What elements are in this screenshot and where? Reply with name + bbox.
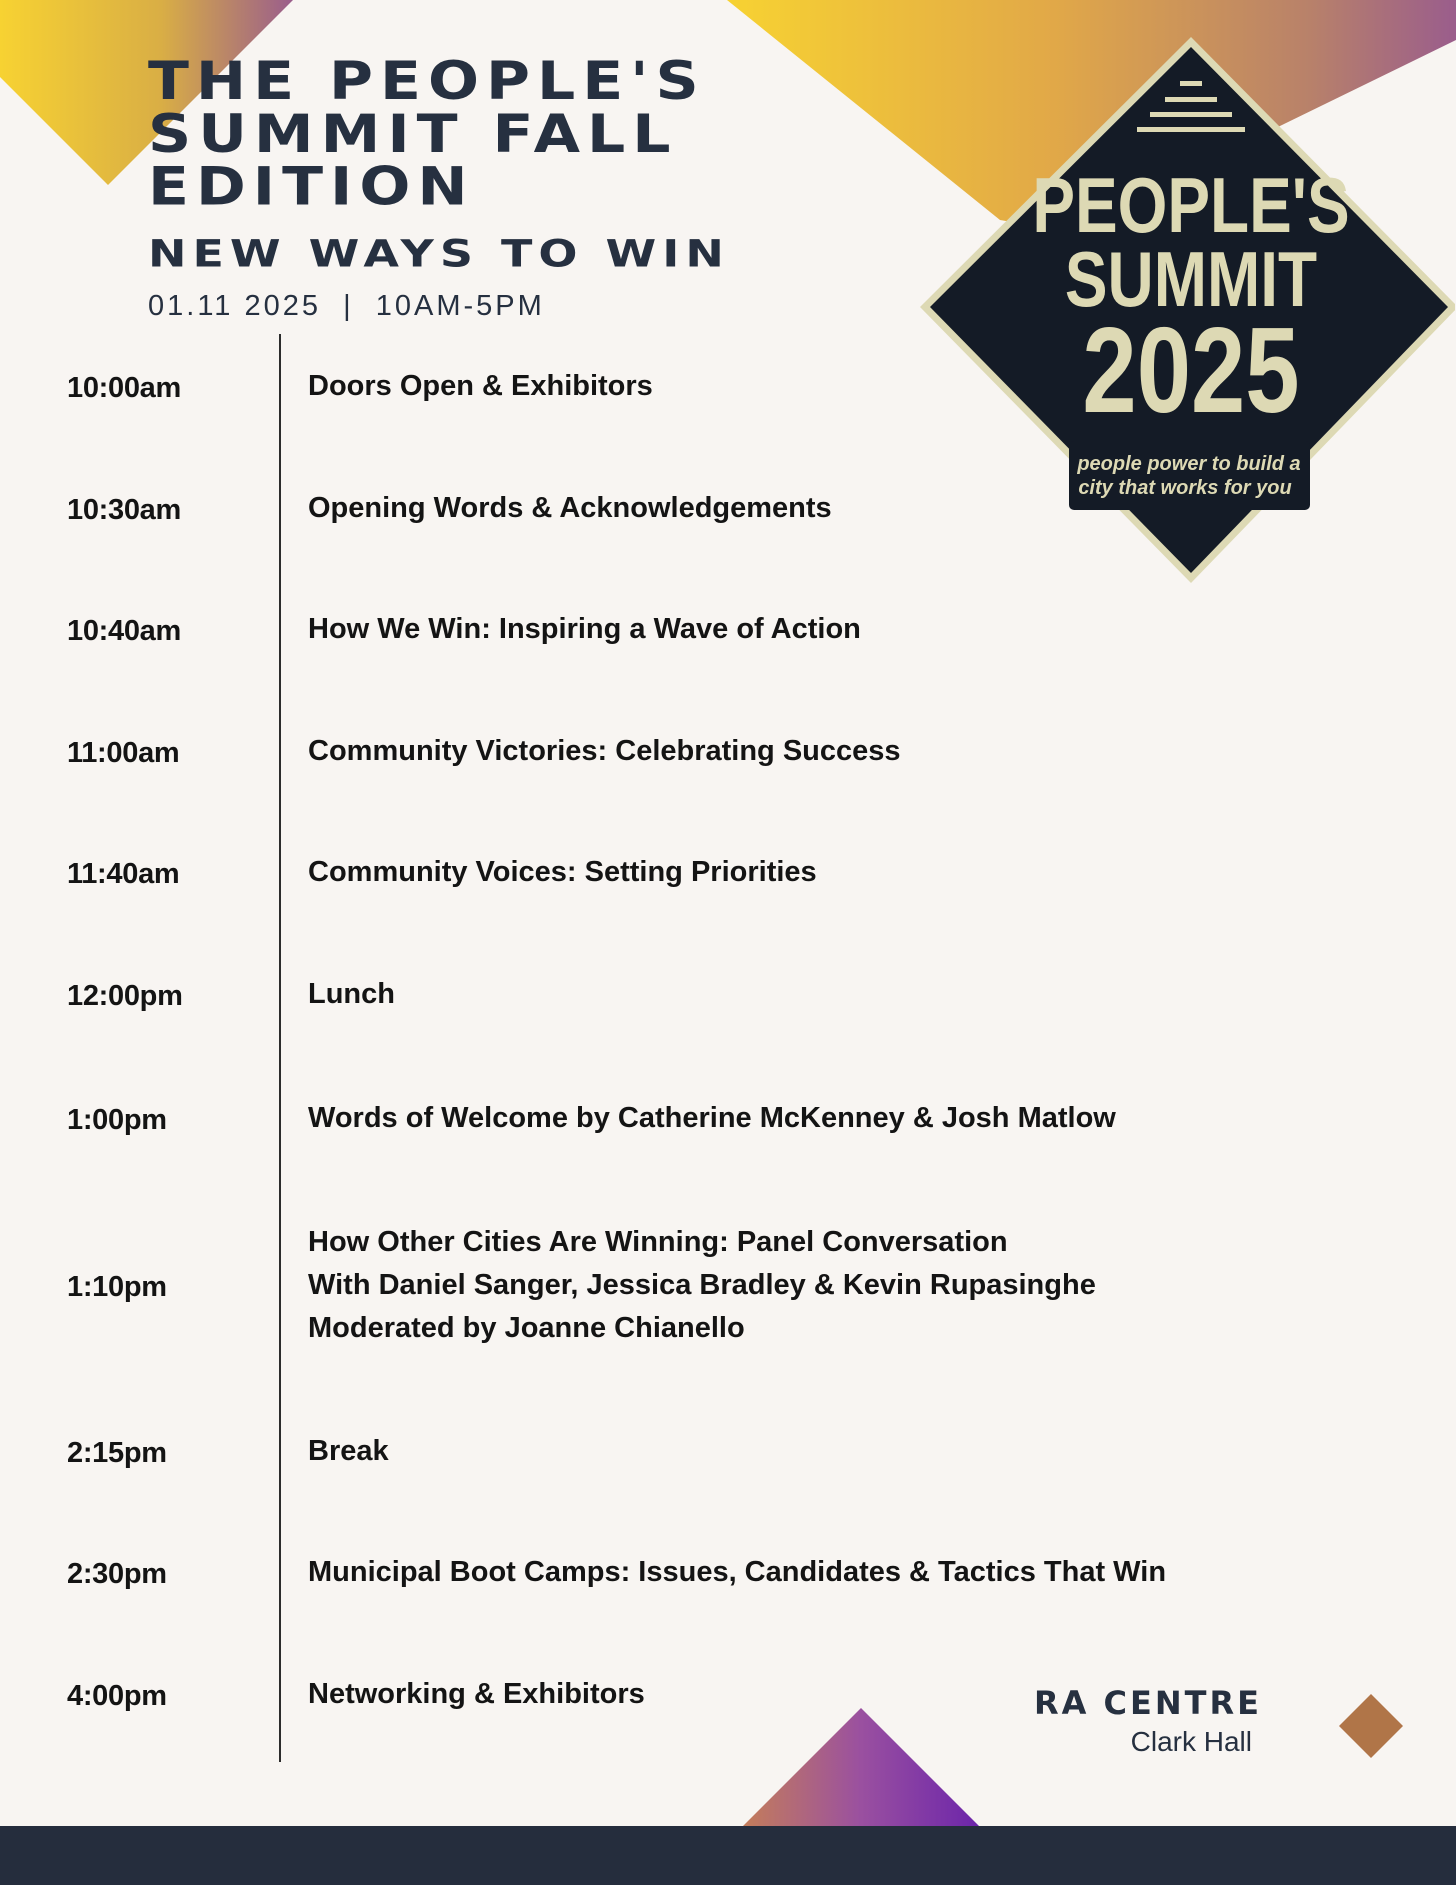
event-line: Doors Open & Exhibitors [308, 370, 653, 402]
schedule-time: 11:40am [67, 858, 180, 890]
title-line: SUMMIT FALL [148, 103, 678, 165]
schedule-event [308, 365, 653, 408]
small-diamond [1339, 1694, 1403, 1758]
event-line: Break [308, 1435, 389, 1467]
schedule-event [308, 1097, 1116, 1140]
event-line: With Daniel Sanger, Jessica Bradley & Kevin Rupasinghe [308, 1269, 1096, 1301]
logo-line1: PEOPLE'S [1032, 162, 1350, 250]
title-line: THE PEOPLE'S [148, 50, 706, 113]
schedule-event [308, 608, 861, 651]
schedule-time: 1:00pm [67, 1104, 167, 1136]
schedule-time: 2:30pm [67, 1558, 167, 1590]
schedule-time: 10:00am [67, 372, 181, 404]
venue-name: RA CENTRE [1034, 1684, 1262, 1722]
event-line: Moderated by Joanne Chianello [308, 1312, 745, 1344]
logo-year: 2025 [1082, 302, 1300, 439]
footer-bar [0, 1826, 1456, 1885]
schedule-time: 11:00am [67, 737, 180, 769]
schedule-event [308, 851, 817, 894]
schedule-event [308, 487, 832, 530]
venue [1026, 1684, 1262, 1758]
schedule-event [308, 1430, 389, 1473]
venue-room: Clark Hall [1130, 1726, 1252, 1757]
schedule-event [308, 973, 395, 1016]
event-date-time: 01.11 2025 | 10AM-5PM [148, 290, 545, 322]
bottom-triangle [743, 1708, 979, 1826]
logo-tagline-box [1069, 441, 1310, 510]
schedule-time: 4:00pm [67, 1680, 167, 1712]
event-line: Networking & Exhibitors [308, 1678, 645, 1710]
header [148, 50, 706, 235]
event-line: Words of Welcome by Catherine McKenney & Josh Matlow [308, 1102, 1116, 1134]
schedule-time: 10:40am [67, 615, 181, 647]
logo-stripe [1150, 112, 1232, 117]
schedule-event [308, 1673, 645, 1716]
schedule-time: 1:10pm [67, 1271, 167, 1303]
event-line: How Other Cities Are Winning: Panel Conversation [308, 1226, 1008, 1258]
summit-logo [915, 34, 1455, 584]
logo-tagline: people power to build a [1077, 453, 1301, 475]
schedule-time: 2:15pm [67, 1437, 167, 1469]
schedule-time: 12:00pm [67, 980, 183, 1012]
event-title [148, 50, 706, 218]
logo-tagline: city that works for you [1078, 477, 1292, 499]
schedule-time: 10:30am [67, 494, 181, 526]
event-line: How We Win: Inspiring a Wave of Action [308, 613, 861, 645]
event-line: Community Victories: Celebrating Success [308, 735, 901, 767]
schedule-event [308, 730, 901, 773]
event-line: Lunch [308, 978, 395, 1010]
logo-stripe [1137, 127, 1245, 132]
event-subtitle: NEW WAYS TO WIN [148, 231, 730, 276]
event-line: Community Voices: Setting Priorities [308, 856, 817, 888]
logo-stripe [1165, 97, 1217, 102]
logo-stripe [1180, 81, 1202, 86]
timeline-divider [279, 334, 281, 1762]
schedule-event [308, 1221, 1096, 1350]
event-line: Municipal Boot Camps: Issues, Candidates & Tactics That Win [308, 1556, 1167, 1588]
event-line: Opening Words & Acknowledgements [308, 492, 832, 524]
logo-line2: SUMMIT [1064, 236, 1318, 324]
title-line: EDITION [148, 156, 475, 218]
schedule-event [308, 1551, 1166, 1594]
